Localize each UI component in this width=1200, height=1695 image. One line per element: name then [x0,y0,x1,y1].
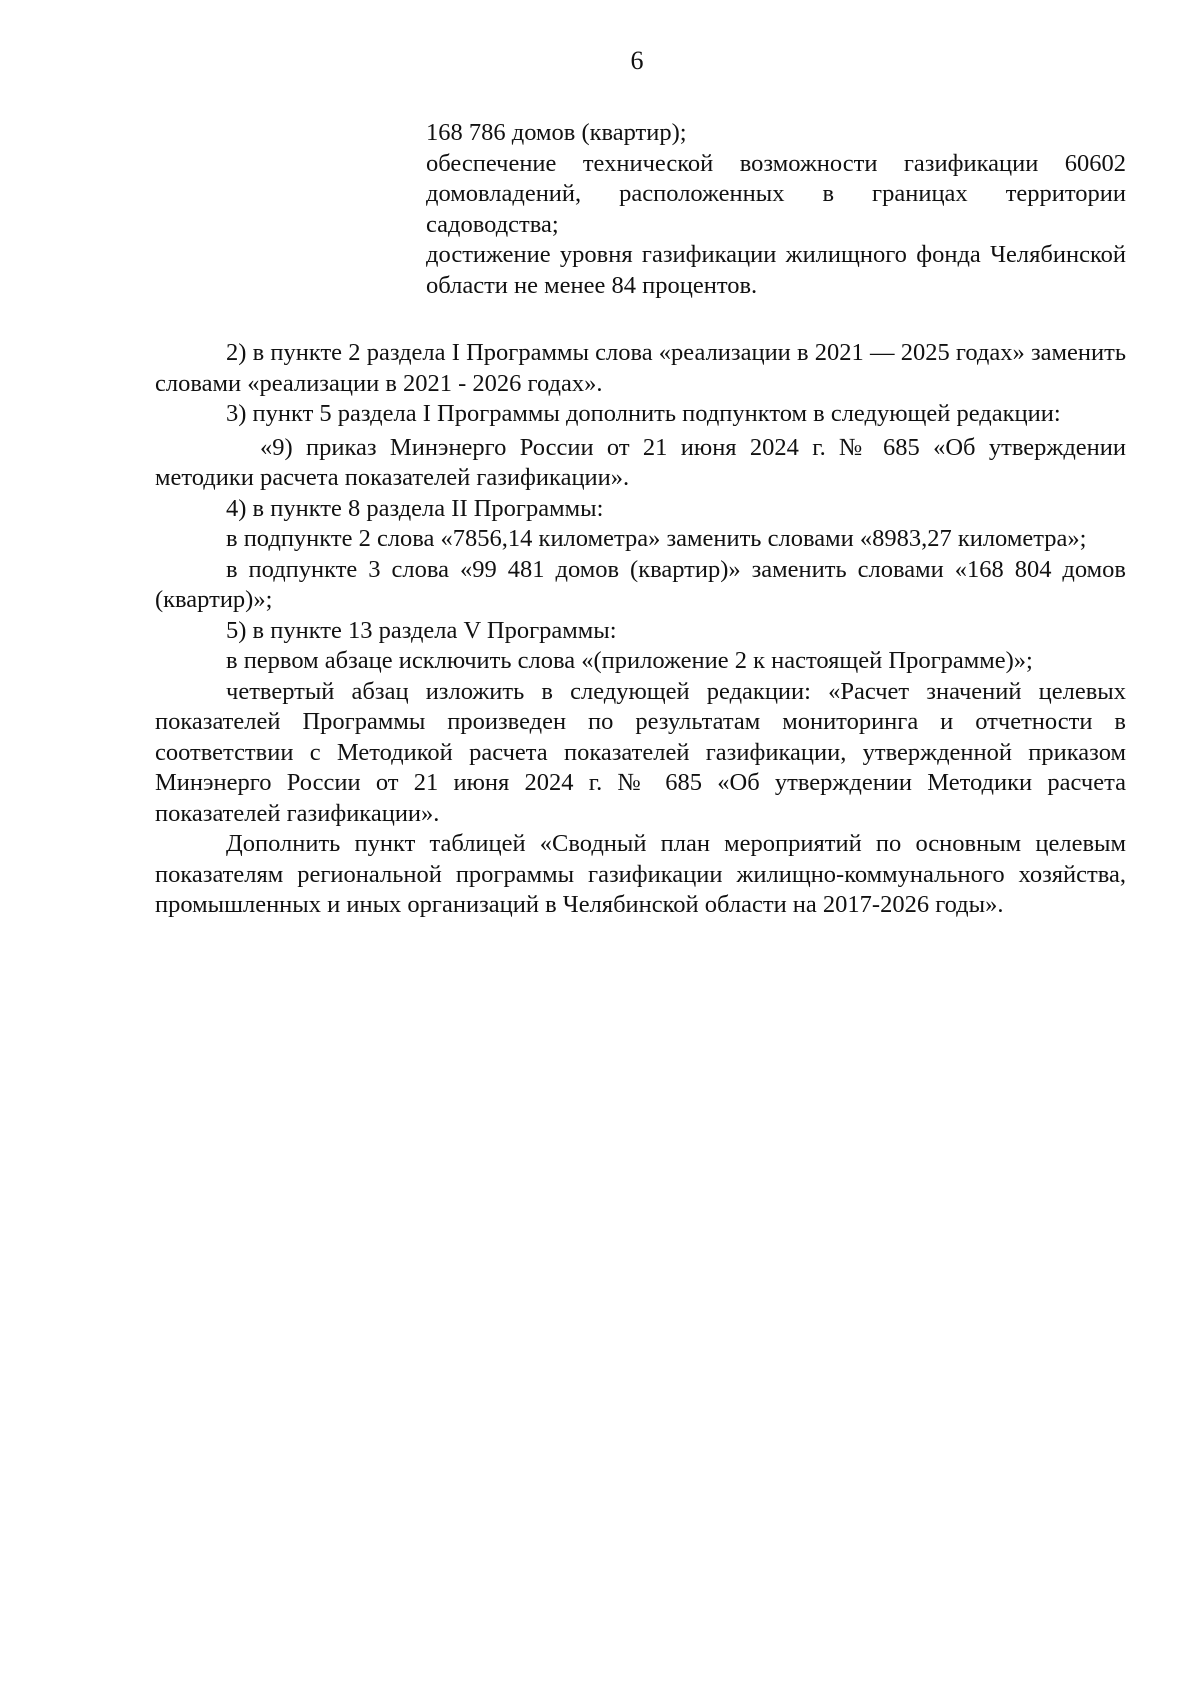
page-number: 6 [630,46,644,75]
paragraph-subitem-2: в подпункте 2 слова «7856,14 километра» заменить словами «8983,27 километра»; [226,525,1087,552]
paragraph-item-2: 2) в пункте 2 раздела I Программы слова «реализации в 2021 — 2025 годах» заменить словами «реализации в 2021 - 2026 годах». [155,339,1126,397]
paragraph-item-4: 4) в пункте 8 раздела II Программы: [226,494,604,522]
continued-list-block [426,118,1126,301]
paragraph-subitem-9: «9) приказ Минэнерго России от 21 июня 2024 г. № 685 «Об утверждении методики расчета показателей газификации». [155,433,1126,491]
list-item: достижение уровня газификации жилищного фонда Челябинской области не менее 84 процентов. [426,241,1126,299]
paragraph-fourth-abzac: четвертый абзац изложить в следующей редакции: «Расчет значений целевых показателей Программы произведен по результатам мониторинга и отчетности в соответствии с Методикой расчета показателей газификации, утвержденной приказом Минэнерго России от 21 июня 2024 г. № 685 «Об утверждении Методики расчета показателей газификации». [155,677,1126,827]
paragraph-item-5: 5) в пункте 13 раздела V Программы: [226,616,617,644]
paragraph-item-3: 3) пункт 5 раздела I Программы дополнить подпунктом в следующей редакции: [226,400,1061,427]
paragraph-table-addition: Дополнить пункт таблицей «Сводный план мероприятий по основным целевым показателям региональной программы газификации жилищно-коммунального хозяйства, промышленных и иных организаций в Челябинской области на 2017-2026 годы». [155,830,1126,918]
paragraph-first-abzac: в первом абзаце исключить слова «(приложение 2 к настоящей Программе)»; [226,647,1033,674]
list-item: 168 786 домов (квартир); [426,119,687,146]
document-body [155,338,1126,921]
list-item: обеспечение технической возможности газификации 60602 домовладений, расположенных в границах территории садоводства; [426,149,1126,238]
paragraph-subitem-3: в подпункте 3 слова «99 481 домов (квартир)» заменить словами «168 804 домов (квартир)»; [155,555,1126,613]
